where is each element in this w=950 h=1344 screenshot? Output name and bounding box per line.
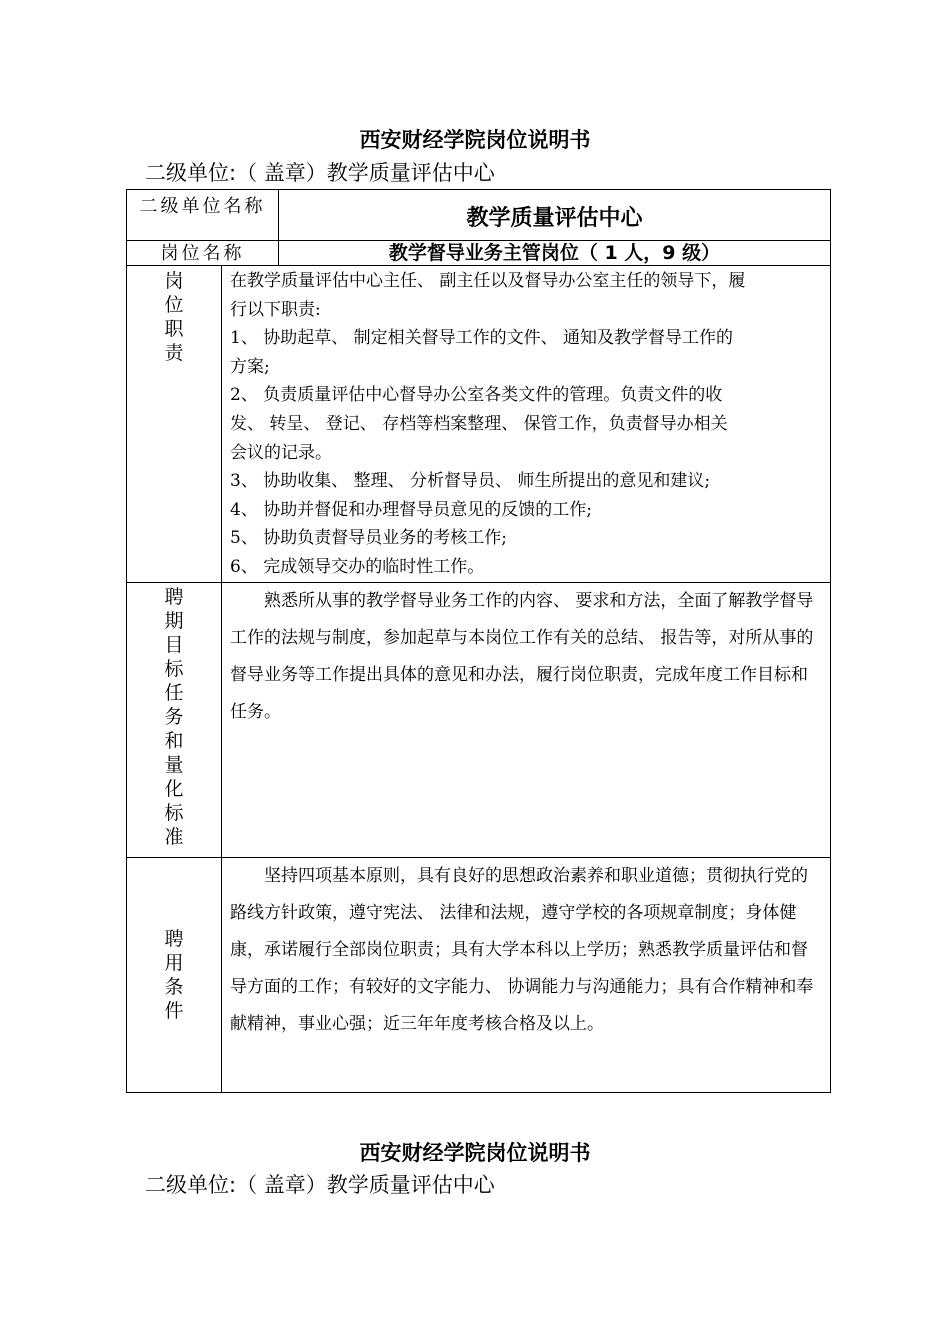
targets-label-char: 任 [164, 681, 184, 704]
targets-label-char: 务 [164, 705, 184, 728]
conditions-label-char: 条 [164, 975, 184, 998]
unit-line-page2: 二级单位:（ 盖章）教学质量评估中心 [145, 1173, 495, 1197]
unit-line: 二级单位:（ 盖章）教学质量评估中心 [145, 161, 495, 185]
targets-label-char: 准 [164, 825, 184, 848]
duties-label-char: 岗 [164, 270, 184, 292]
unit-value: 教学质量评估中心 [279, 190, 831, 241]
duty-line: 6、 完成领导交办的临时性工作。 [230, 556, 485, 577]
conditions-label-char: 聘 [164, 927, 184, 950]
duties-label-char: 责 [164, 342, 184, 364]
targets-label-char: 目 [164, 633, 184, 656]
unit-row [127, 190, 831, 241]
duty-line: 4、 协助并督促和办理督导员意见的反馈的工作; [230, 499, 592, 520]
unit-label: 二级单位名称 [127, 190, 279, 241]
duty-line: 3、 协助收集、 整理、 分析督导员、 师生所提出的意见和建议; [230, 471, 711, 492]
targets-label-char: 期 [164, 609, 184, 632]
targets-label [127, 582, 222, 857]
duties-label-char: 职 [164, 318, 184, 340]
duties-label [127, 266, 222, 583]
position-value: 教学督导业务主管岗位（ 1 人，9 级） [279, 241, 831, 266]
conditions-label-char: 用 [164, 951, 184, 974]
targets-label-char: 化 [164, 777, 184, 800]
targets-text: 熟悉所从事的教学督导业务工作的内容、 要求和方法，全面了解教学督导工作的法规与制度，参加起草与本岗位工作有关的总结、 报告等，对所从事的督导业务等工作提出具体的意见和办法，履行岗位职责，完成年度工作目标和任务。 [230, 590, 814, 722]
duties-label-char: 位 [164, 294, 184, 316]
duties-row [127, 266, 831, 583]
position-label: 岗位名称 [127, 241, 279, 266]
conditions-row [127, 857, 831, 1092]
duty-line: 会议的记录。 [230, 442, 332, 463]
duties-content [222, 266, 831, 583]
job-description-table [126, 189, 831, 1093]
conditions-content [222, 857, 831, 1092]
targets-label-char: 标 [164, 801, 184, 824]
conditions-label-char: 件 [164, 999, 184, 1022]
conditions-label [127, 857, 222, 1092]
document-title-page2: 西安财经学院岗位说明书 [359, 1141, 591, 1165]
position-row [127, 241, 831, 266]
duty-line: 5、 协助负责督导员业务的考核工作; [230, 528, 507, 549]
targets-row [127, 582, 831, 857]
duty-line: 1、 协助起草、 制定相关督导工作的文件、 通知及教学督导工作的 [230, 328, 734, 349]
targets-content [222, 582, 831, 857]
targets-label-char: 聘 [164, 585, 184, 608]
duty-line: 2、 负责质量评估中心督导办公室各类文件的管理。负责文件的收 [230, 385, 723, 406]
conditions-text: 坚持四项基本原则，具有良好的思想政治素养和职业道德；贯彻执行党的路线方针政策，遵守宪法、 法律和法规，遵守学校的各项规章制度；身体健康，承诺履行全部岗位职责；具有大学本科以上学历；熟悉教学质量评估和督导方面的工作；有较好的文字能力、 协调能力与沟通能力；具有合作精神和奉献精神，事业心强；近三年年度考核合格及以上。 [230, 865, 814, 1034]
duty-line: 在教学质量评估中心主任、 副主任以及督导办公室主任的领导下，履 [230, 271, 746, 291]
targets-label-char: 标 [164, 657, 184, 680]
document-title: 西安财经学院岗位说明书 [359, 128, 591, 152]
targets-label-char: 量 [164, 753, 184, 776]
duty-line: 行以下职责: [230, 299, 321, 320]
duty-line: 方案; [230, 356, 270, 377]
targets-label-char: 和 [164, 729, 184, 752]
duty-line: 发、 转呈、 登记、 存档等档案整理、 保管工作，负责督导办相关 [230, 413, 728, 434]
